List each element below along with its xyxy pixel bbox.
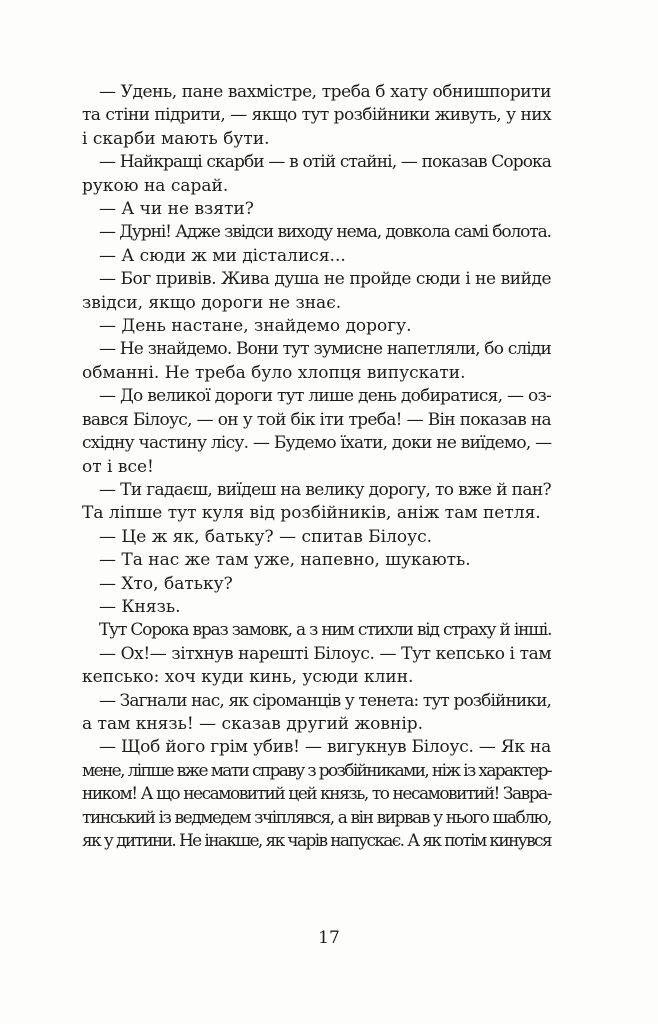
text-line: — День настане, знайдемо дорогу. <box>99 316 412 337</box>
text-line: а там князь! — сказав другий жовнір. <box>82 713 424 734</box>
paragraph <box>82 315 551 338</box>
text-line: — Ох!— зітхнув нарешті Білоус. — Тут кепсько і там <box>99 643 552 664</box>
text-line: вався Білоус, — он у той бік іти треба! — Він показав на <box>82 409 551 430</box>
paragraph <box>82 526 551 549</box>
paragraph <box>82 596 551 619</box>
text-line: — Дурні! Адже звідси виходу нема, довкола самі болота. <box>99 222 551 243</box>
text-line: от і все! <box>82 456 154 477</box>
text-line: — Хто, батьку? <box>99 573 233 594</box>
text-line: — До великої дороги тут лише день добиратися, — оз- <box>99 386 551 407</box>
paragraph <box>82 151 551 198</box>
text-line: як у дитини. Не інакше, як чарів напускає. А як потім кинувся <box>82 831 551 851</box>
paragraph <box>82 221 551 244</box>
text-line: та стіни підрити, — якщо тут розбійники живуть, у них <box>82 105 551 126</box>
paragraph <box>82 198 551 221</box>
text-line: — Бог привів. Жива душа не пройде сюди і не вийде <box>99 269 552 290</box>
text-line: звідси, якщо дороги не знає. <box>82 292 342 313</box>
text-line: — Князь. <box>99 596 181 617</box>
text-line: Та ліпше тут куля від розбійників, аніж там петля. <box>82 503 541 524</box>
paragraph <box>82 736 551 853</box>
text-line: кепсько: хоч куди кинь, усюди клин. <box>82 667 414 688</box>
text-line: обманні. Не треба було хлопця випускати. <box>82 362 466 383</box>
paragraph <box>82 385 551 479</box>
text-line: і скарби мають бути. <box>82 128 270 149</box>
text-line: тинський із ведмедем зчіплявся, а він вирвав у нього шаблю, <box>82 807 551 828</box>
paragraph <box>82 338 551 385</box>
paragraph <box>82 619 551 642</box>
text-line: ником! А що несамовитий цей князь, то несамовитий! Завра- <box>82 784 551 805</box>
paragraph <box>82 268 551 315</box>
paragraph <box>82 245 551 268</box>
paragraph <box>82 81 551 151</box>
text-line: — Та нас же там уже, напевно, шукають. <box>99 550 471 571</box>
text-line: — Найкращі скарби — в отій стайні, — показав Сорока <box>99 152 551 173</box>
text-line: — Ти гадаєш, виїдеш на велику дорогу, то вже й пан? <box>99 479 551 500</box>
text-line: рукою на сарай. <box>82 175 229 196</box>
text-line: — Не знайдемо. Вони тут зумисне напетляли, бо сліди <box>99 339 551 360</box>
text-line: — Це ж як, батьку? — спитав Білоус. <box>99 526 433 547</box>
text-line: мене, ліпше вже мати справу з розбійниками, ніж із характер- <box>82 760 551 781</box>
paragraph <box>82 573 551 596</box>
paragraph <box>82 643 551 690</box>
paragraph <box>82 479 551 526</box>
text-line: — А сюди ж ми дісталися... <box>99 245 346 266</box>
body-text <box>82 81 551 853</box>
text-line: — Щоб його грім убив! — вигукнув Білоус. — Як на <box>99 737 551 758</box>
text-line: — Загнали нас, як сіроманців у тенета: тут розбійники, <box>99 690 551 711</box>
text-line: — Удень, пане вахмістре, треба б хату обнишпорити <box>99 82 551 102</box>
text-line: східну частину лісу. — Будемо їхати, доки не виїдемо, — <box>82 433 552 454</box>
page-number: 17 <box>318 928 340 948</box>
paragraph <box>82 690 551 737</box>
paragraph <box>82 549 551 572</box>
text-line: Тут Сорока враз замовк, а з ним стихли від страху й інші. <box>99 620 552 641</box>
text-line: — А чи не взяти? <box>99 199 254 220</box>
